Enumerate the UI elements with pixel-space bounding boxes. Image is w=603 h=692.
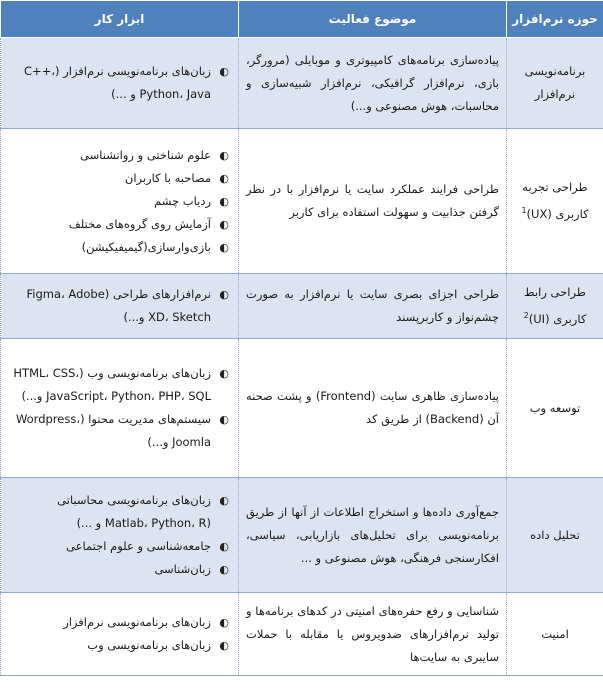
- task-cell: شناسایی و رفع حفره‌های امنیتی در کدهای برنامه‌ها و تولید نرم‌افزارهای ضدویروس یا مقابله با حملات سایبری به سایت‌ها: [239, 593, 507, 676]
- list-item: ◐ ردیاب چشم: [8, 190, 231, 213]
- tools-list: [8, 362, 231, 454]
- table-row: [1, 38, 603, 129]
- area-cell: تحلیل داده: [507, 478, 603, 593]
- tools-cell: [1, 274, 239, 339]
- list-item: ◐ آزمایش روی گروه‌های مختلف: [8, 213, 231, 236]
- footnote-mark: 2: [523, 311, 529, 321]
- list-item: ◐ جامعه‌شناسی و علوم اجتماعی: [8, 535, 231, 558]
- tools-list: [8, 611, 231, 657]
- tools-cell: [1, 129, 239, 274]
- list-item: ◐ مصاحبه با کاربران: [8, 167, 231, 190]
- area-label: طراحی رابط کاربری (UI): [524, 285, 587, 326]
- tools-list: [8, 60, 231, 106]
- tools-cell: [1, 478, 239, 593]
- area-cell: برنامه‌نویسی نرم‌افزار: [507, 38, 603, 129]
- area-cell: [507, 274, 603, 339]
- header-tools: ابزار کار: [1, 1, 239, 38]
- tools-cell: [1, 593, 239, 676]
- tools-list: [8, 144, 231, 259]
- tools-cell: [1, 339, 239, 478]
- table-row: [1, 593, 603, 676]
- table-row: [1, 129, 603, 274]
- list-item: ◐ زبان‌های برنامه‌نویسی وب: [8, 634, 231, 657]
- table-row: [1, 478, 603, 593]
- list-item: ◐ بازی‌وارسازی(گیمیفیکیشن): [8, 236, 231, 259]
- tools-cell: [1, 38, 239, 129]
- tools-list: [8, 283, 231, 329]
- task-cell: طراحی فرایند عملکرد سایت یا نرم‌افزار با در نظر گرفتن جذابیت و سهولت استفاده برای کاربر: [239, 129, 507, 274]
- task-cell: پیاده‌سازی ظاهری سایت (Frontend) و پشت صحنه آن (Backend) از طریق کد: [239, 339, 507, 478]
- task-cell: جمع‌آوری داده‌ها و استخراج اطلاعات از آنها از طریق برنامه‌نویسی برای تحلیل‌های بازاریابی، سیاسی، افکارسنجی فرهنگی، هوش مصنوعی و ...: [239, 478, 507, 593]
- list-item: ◐ زبان‌های برنامه‌نویسی نرم‌افزار: [8, 611, 231, 634]
- task-cell: طراحی اجزای بصری سایت یا نرم‌افزار به صورت چشم‌نواز و کاربرپسند: [239, 274, 507, 339]
- footnote-mark: 1: [521, 206, 527, 216]
- area-cell: توسعه وب: [507, 339, 603, 478]
- list-item: ◐ علوم شناختی و روانشناسی: [8, 144, 231, 167]
- table-row: [1, 339, 603, 478]
- list-item: ◐ نرم‌افزارهای طراحی (Figma، Adobe XD، Sketch و...): [8, 283, 231, 329]
- header-row: [1, 1, 603, 38]
- list-item: ◐ زبان‌شناسی: [8, 558, 231, 581]
- area-cell: امنیت: [507, 593, 603, 676]
- list-item: ◐ زبان‌های برنامه‌نویسی نرم‌افزار (C++، Python، Java و ...): [8, 60, 231, 106]
- header-task: موضوع فعالیت: [239, 1, 507, 38]
- list-item: ◐ سیستم‌های مدیریت محتوا (Wordpress، Joomla و...): [8, 408, 231, 454]
- area-cell: [507, 129, 603, 274]
- header-area: حوزه نرم‌افزار: [507, 1, 603, 38]
- table-row: [1, 274, 603, 339]
- area-label: طراحی تجربه کاربری (UX): [522, 180, 589, 221]
- tools-list: [8, 489, 231, 581]
- list-item: ◐ زبان‌های برنامه‌نویسی وب (HTML، CSS، JavaScript، Python، PHP، SQL و...): [8, 362, 231, 408]
- list-item: ◐ زبان‌های برنامه‌نویسی محاسباتی (Matlab، Python، R و ...): [8, 489, 231, 535]
- task-cell: پیاده‌سازی برنامه‌های کامپیوتری و موبایلی (مرورگر، بازی، نرم‌افزار گرافیکی، نرم‌افزار شبیه‌سازی و محاسبات، هوش مصنوعی و...): [239, 38, 507, 129]
